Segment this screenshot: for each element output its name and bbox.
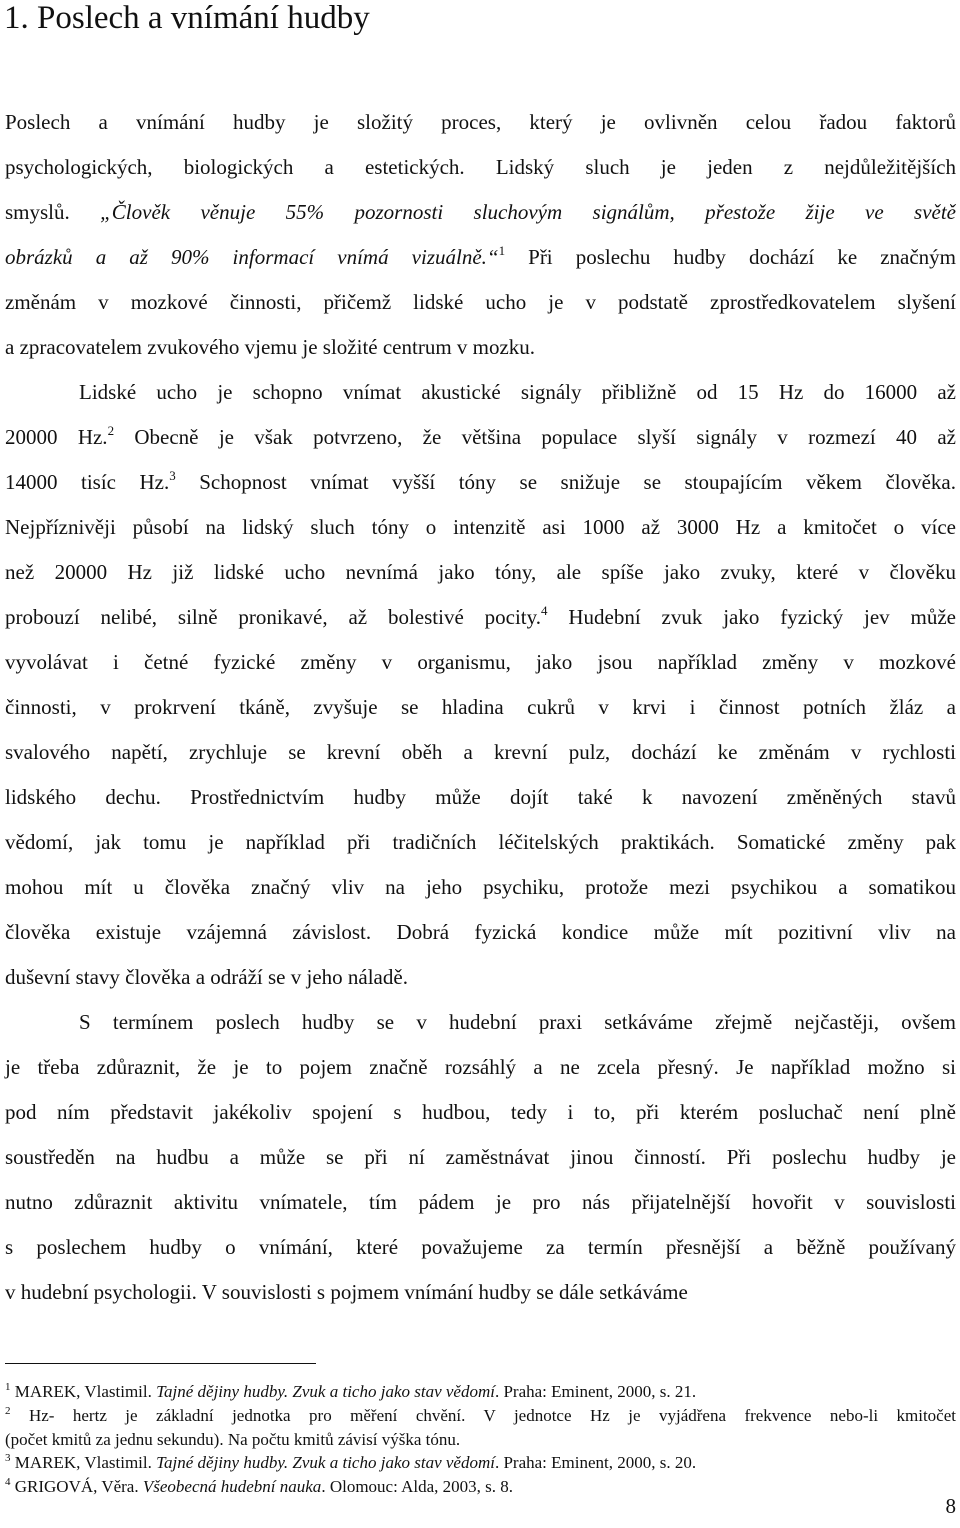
page-title: 1. Poslech a vnímání hudby <box>4 0 370 36</box>
footnote-ref[interactable]: 1 <box>498 243 506 258</box>
text-line: změnám v mozkové činnosti, přičemž lidské ucho je v podstatě zprostředkovatelem slyšení <box>5 290 956 314</box>
text-line: obrázků a až 90% informací vnímá vizuálně.“$^1$ Při poslechu hudby dochází ke značným <box>5 243 956 269</box>
text-line: s poslechem hudby o vnímání, které považujeme za termín přesnější a běžně používaný <box>5 1235 956 1259</box>
text-line: smyslů. „Člověk věnuje 55% pozornosti sluchovým signálům, přestože žije ve světě <box>5 200 956 224</box>
text-line: probouzí nelibé, silně pronikavé, až bolestivé pocity.$^4$ Hudební zvuk jako fyzický jev může <box>5 603 956 629</box>
footnote-divider <box>5 1363 316 1364</box>
page-number: 8 <box>945 1494 956 1518</box>
text-line: v hudební psychologii. V souvislosti s pojmem vnímání hudby se dále setkáváme <box>5 1280 688 1304</box>
text-line: lidského dechu. Prostřednictvím hudby může dojít také k navození změněných stavů <box>5 785 956 809</box>
text-line: a zpracovatelem zvukového vjemu je složité centrum v mozku. <box>5 335 536 359</box>
text-line: činnosti, v prokrvení tkáně, zvyšuje se hladina cukrů v krvi i činnost potních žláz a <box>5 695 956 719</box>
text-line: nutno zdůraznit aktivitu vnímatele, tím pádem je pro nás přijatelnější hovořit v souvislosti <box>5 1190 956 1214</box>
text-line: člověka existuje vzájemná závislost. Dobrá fyzická kondice může mít pozitivní vliv na <box>5 920 956 944</box>
quote-text: „Člověk věnuje 55% pozornosti sluchovým signálům, přestože žije ve světě <box>100 200 956 224</box>
text-line: psychologických, biologických a estetických. Lidský sluch je jeden z nejdůležitějších <box>5 155 956 179</box>
footnote-ref[interactable]: 4 <box>541 603 548 618</box>
text-line: 20000 Hz.$^2$ Obecně je však potvrzeno, že většina populace slyší signály v rozmezí 40 až <box>5 423 956 449</box>
footnote-4: $^4$ GRIGOVÁ, Věra. Všeobecná hudební nauka. Olomouc: Alda, 2003, s. 8. <box>5 1476 514 1496</box>
quote-text: obrázků a až 90% informací vnímá vizuálně.“ <box>5 245 499 269</box>
text-line: duševní stavy člověka a odráží se v jeho náladě. <box>5 965 408 989</box>
text-line: soustředěn na hudbu a může se při ní zaměstnávat jinou činností. Při poslechu hudby je <box>5 1145 956 1169</box>
footnote-3: $^3$ MAREK, Vlastimil. Tajné dějiny hudby. Zvuk a ticho jako stav vědomí. Praha: Eminent, 2000, s. 20. <box>5 1452 697 1472</box>
text-line: pod ním představit jakékoliv spojení s hudbou, tedy i to, při kterém posluchač není plně <box>5 1100 956 1124</box>
footnote-ref[interactable]: 3 <box>169 468 176 483</box>
text-line: než 20000 Hz již lidské ucho nevnímá jako tóny, ale spíše jako zvuky, které v člověku <box>5 560 956 584</box>
text-line: S termínem poslech hudby se v hudební praxi setkáváme zřejmě nejčastěji, ovšem <box>79 1010 956 1034</box>
text-line: 14000 tisíc Hz.$^3$ Schopnost vnímat vyšší tóny se snižuje se stoupajícím věkem člověka. <box>5 468 957 494</box>
text-line: Nejpříznivěji působí na lidský sluch tóny o intenzitě asi 1000 až 3000 Hz a kmitočet o více <box>5 515 956 539</box>
footnote-2: $^2$ Hz- hertz je základní jednotka pro měření chvění. V jednotce Hz je vyjádřena frekvence nebo-li kmitočet <box>5 1405 956 1425</box>
text-line: vyvolávat i četné fyzické změny v organismu, jako jsou například změny v mozkové <box>5 650 956 674</box>
text-line: je třeba zdůraznit, že je to pojem značně rozsáhlý a ne zcela přesný. Je například možno si <box>5 1055 956 1079</box>
footnote-ref[interactable]: 2 <box>107 423 115 438</box>
footnote-2-continued: (počet kmitů za jednu sekundu). Na počtu kmitů závisí výška tónu. <box>5 1430 461 1449</box>
text-line: mohou mít u člověka značný vliv na jeho psychiku, protože mezi psychikou a somatikou <box>5 875 956 899</box>
text-line: Lidské ucho je schopno vnímat akustické signály přibližně od 15 Hz do 16000 až <box>79 380 956 404</box>
text-line: svalového napětí, zrychluje se krevní oběh a krevní pulz, dochází ke změnám v rychlosti <box>5 740 956 764</box>
footnote-1: $^1$ MAREK, Vlastimil. Tajné dějiny hudby. Zvuk a ticho jako stav vědomí. Praha: Eminent, 2000, s. 21. <box>5 1381 697 1401</box>
text-line: Poslech a vnímání hudby je složitý proces, který je ovlivněn celou řadou faktorů <box>5 110 956 134</box>
text-line: vědomí, jak tomu je například při tradičních léčitelských praktikách. Somatické změny pak <box>5 830 956 854</box>
